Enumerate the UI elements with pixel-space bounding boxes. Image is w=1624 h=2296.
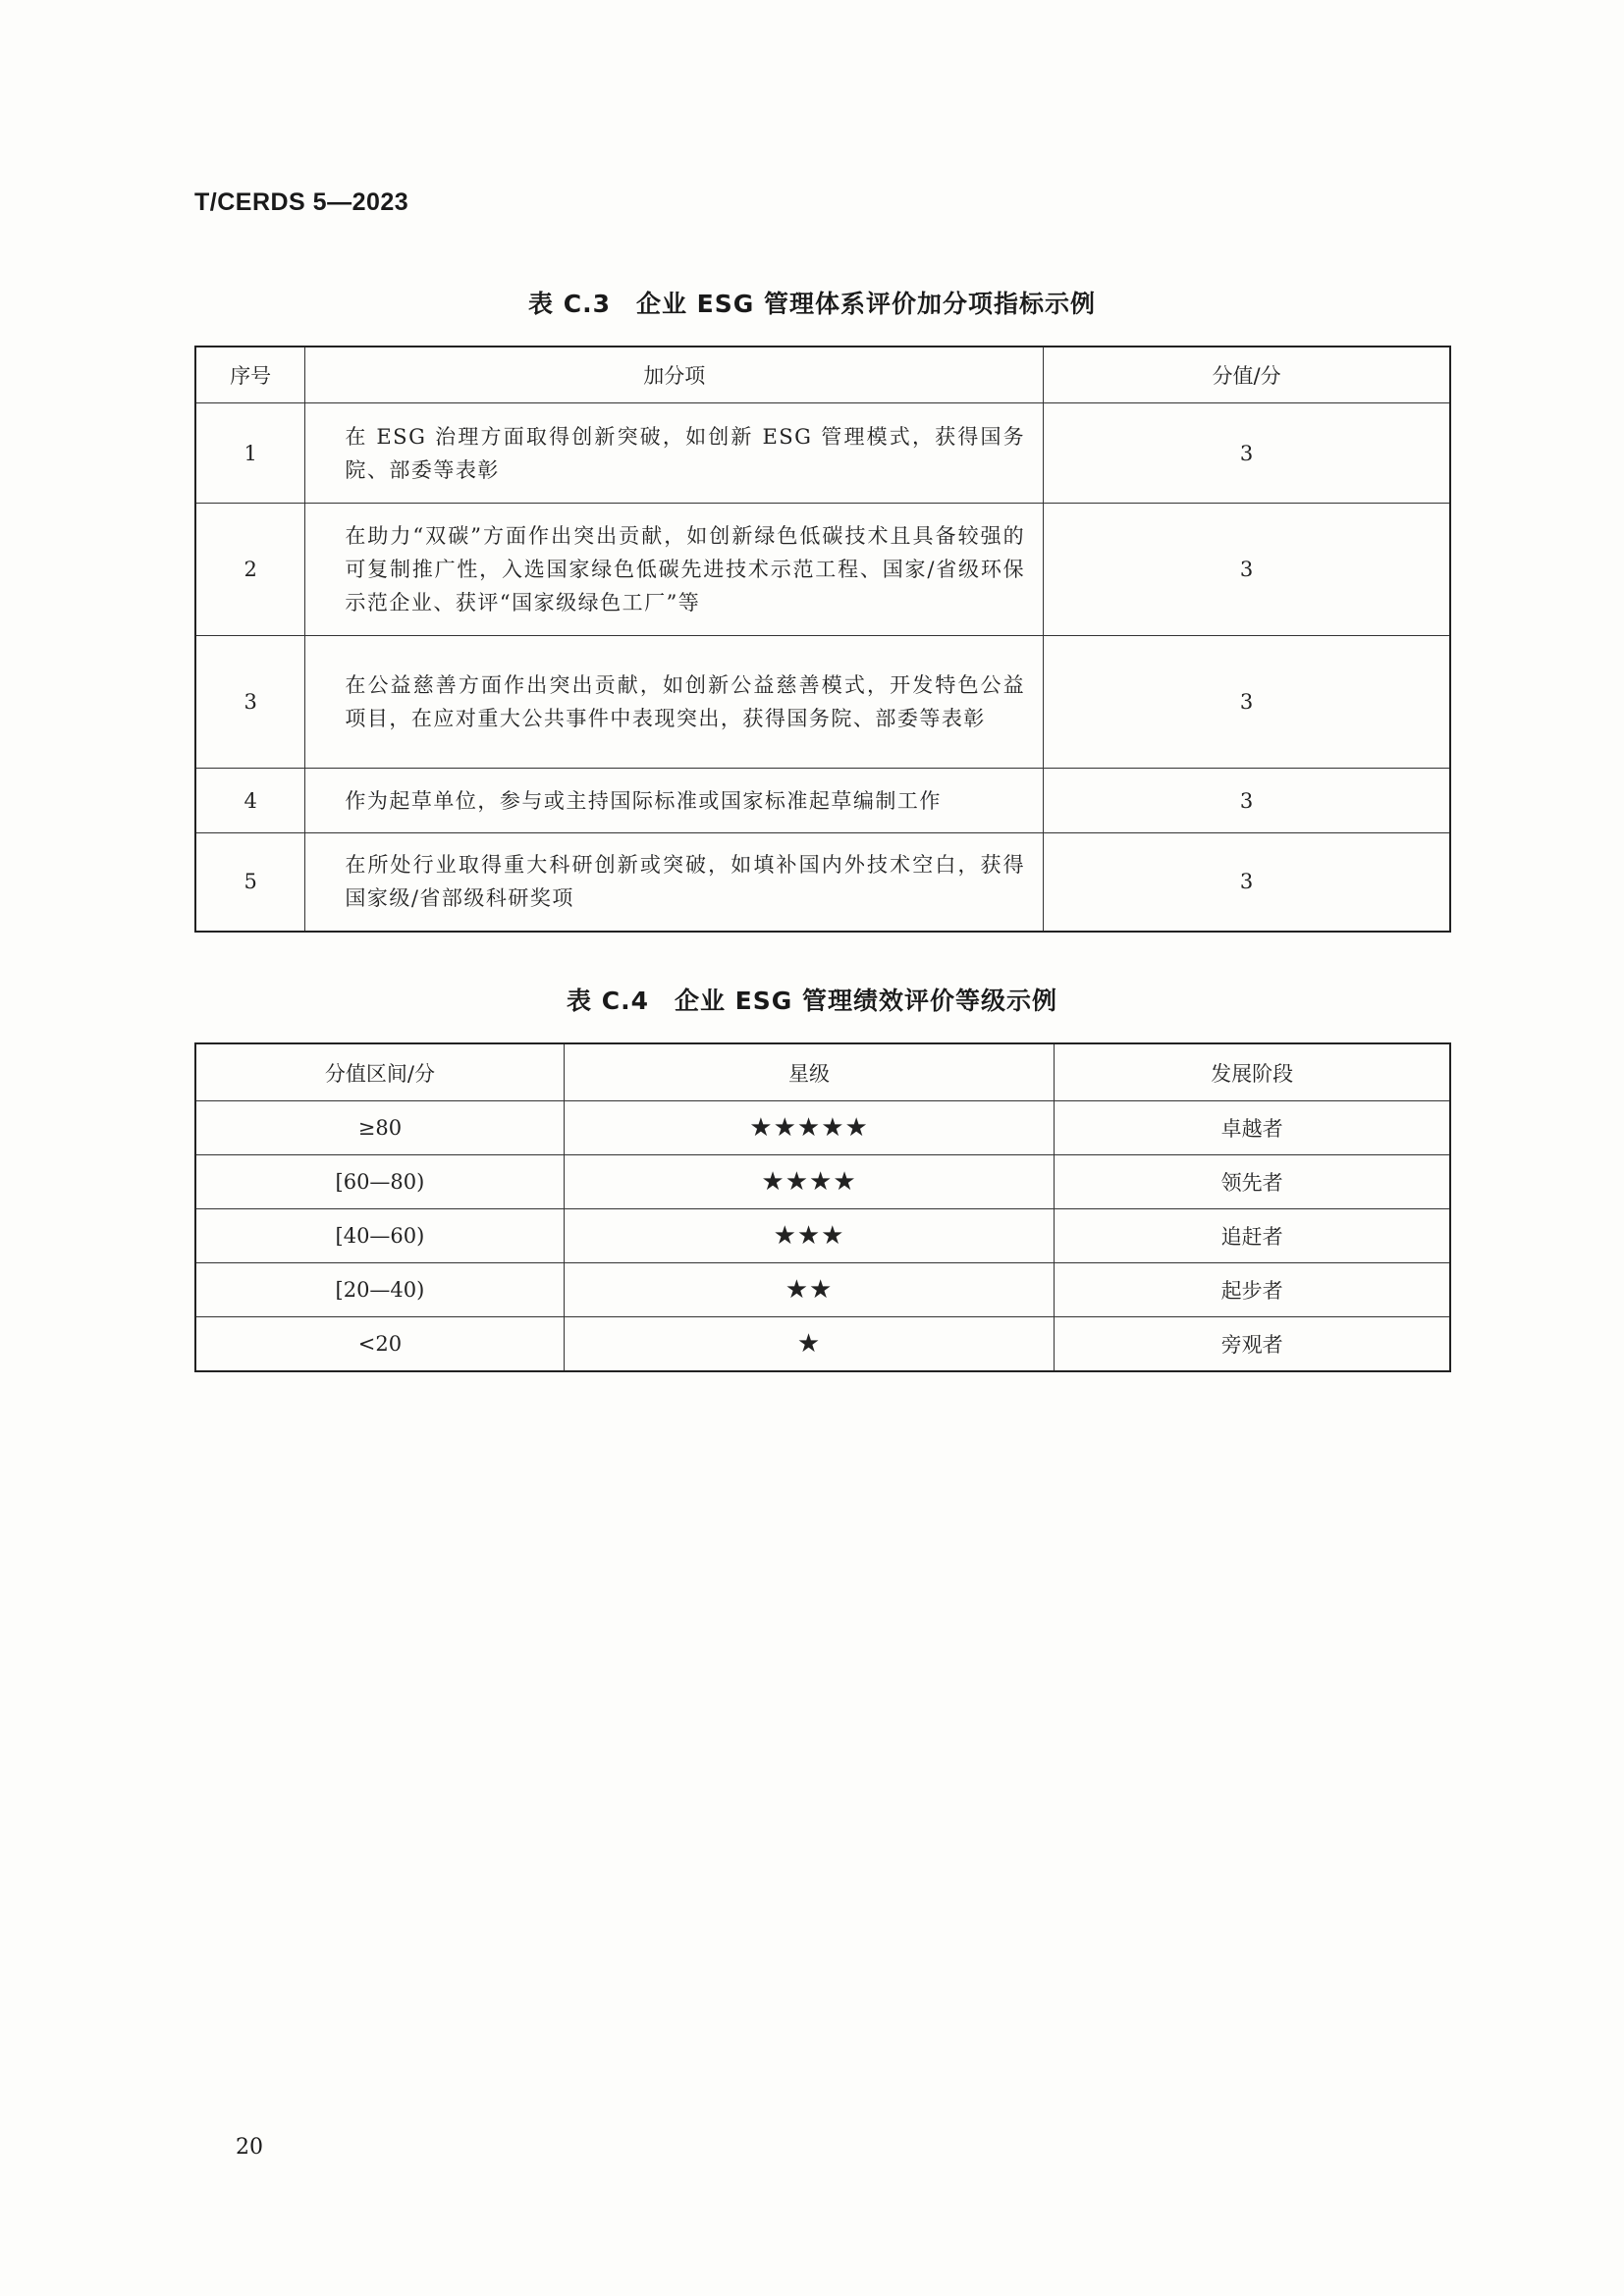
- bonus-item-text: 在公益慈善方面作出突出贡献，如创新公益慈善模式，开发特色公益项目，在应对重大公共事件中表现突出，获得国务院、部委等表彰: [305, 636, 1044, 769]
- table-header-row: [195, 1043, 1450, 1101]
- star-rating: ★: [564, 1317, 1054, 1372]
- column-header-stars: 星级: [564, 1043, 1054, 1101]
- column-header-range: 分值区间/分: [195, 1043, 564, 1101]
- score-value: 3: [1044, 769, 1450, 833]
- row-number: 1: [195, 403, 305, 504]
- table-row: [195, 833, 1450, 932]
- table-row: [195, 1101, 1450, 1155]
- score-value: 3: [1044, 504, 1450, 636]
- table-header-row: [195, 347, 1450, 403]
- star-rating: ★★★★★: [564, 1101, 1054, 1155]
- table-row: [195, 636, 1450, 769]
- column-header-stage: 发展阶段: [1055, 1043, 1450, 1101]
- column-header-item: 加分项: [305, 347, 1044, 403]
- star-rating: ★★★★: [564, 1155, 1054, 1209]
- table-c4-title: 表 C.4 企业 ESG 管理绩效评价等级示例: [567, 987, 1057, 1015]
- table-c3: [194, 346, 1451, 933]
- table-c3-title: 表 C.3 企业 ESG 管理体系评价加分项指标示例: [528, 290, 1096, 318]
- score-value: 3: [1044, 636, 1450, 769]
- row-number: 2: [195, 504, 305, 636]
- column-header-num: 序号: [195, 347, 305, 403]
- table-row: [195, 769, 1450, 833]
- bonus-item-text: 作为起草单位，参与或主持国际标准或国家标准起草编制工作: [305, 769, 1044, 833]
- score-value: 3: [1044, 403, 1450, 504]
- score-range: <20: [195, 1317, 564, 1372]
- score-range: [40—60): [195, 1209, 564, 1263]
- development-stage: 卓越者: [1055, 1101, 1450, 1155]
- document-code: T/CERDS 5—2023: [194, 188, 409, 216]
- score-range: [20—40): [195, 1263, 564, 1317]
- bonus-item-text: 在助力“双碳”方面作出突出贡献，如创新绿色低碳技术且具备较强的可复制推广性，入选国家绿色低碳先进技术示范工程、国家/省级环保示范企业、获评“国家级绿色工厂”等: [305, 504, 1044, 636]
- table-row: [195, 1155, 1450, 1209]
- development-stage: 旁观者: [1055, 1317, 1450, 1372]
- column-header-score: 分值/分: [1044, 347, 1450, 403]
- table-row: [195, 1209, 1450, 1263]
- row-number: 5: [195, 833, 305, 932]
- table-c4: [194, 1042, 1451, 1372]
- development-stage: 领先者: [1055, 1155, 1450, 1209]
- development-stage: 起步者: [1055, 1263, 1450, 1317]
- bonus-item-text: 在所处行业取得重大科研创新或突破，如填补国内外技术空白，获得国家级/省部级科研奖项: [305, 833, 1044, 932]
- row-number: 3: [195, 636, 305, 769]
- score-range: ≥80: [195, 1101, 564, 1155]
- table-row: [195, 504, 1450, 636]
- score-value: 3: [1044, 833, 1450, 932]
- development-stage: 追赶者: [1055, 1209, 1450, 1263]
- row-number: 4: [195, 769, 305, 833]
- score-range: [60—80): [195, 1155, 564, 1209]
- table-row: [195, 403, 1450, 504]
- bonus-item-text: 在 ESG 治理方面取得创新突破，如创新 ESG 管理模式，获得国务院、部委等表彰: [305, 403, 1044, 504]
- page-number: 20: [236, 2135, 263, 2160]
- star-rating: ★★: [564, 1263, 1054, 1317]
- star-rating: ★★★: [564, 1209, 1054, 1263]
- table-row: [195, 1317, 1450, 1372]
- table-row: [195, 1263, 1450, 1317]
